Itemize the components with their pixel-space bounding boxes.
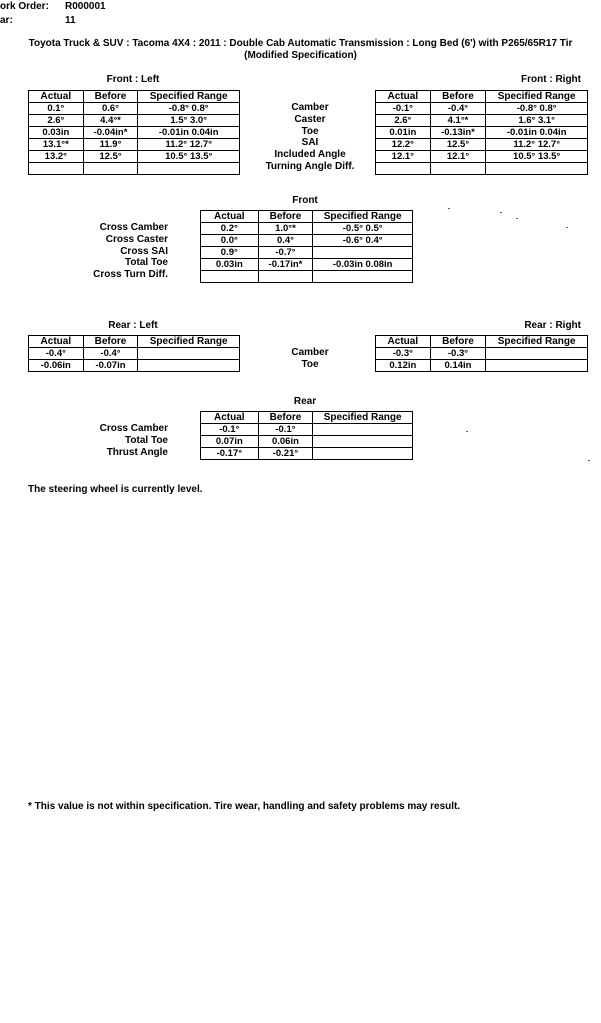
table-row — [29, 127, 240, 139]
col-before: Before — [83, 336, 138, 348]
measure-label: Cross Camber — [99, 222, 168, 233]
table-row — [29, 103, 240, 115]
spec-cell: 11.2° 12.7° — [486, 139, 588, 151]
front-right-table — [375, 90, 588, 175]
spec-cell — [138, 360, 240, 372]
spec-cell — [486, 348, 588, 360]
col-before: Before — [430, 91, 486, 103]
col-actual: Actual — [376, 336, 431, 348]
spec-cell — [313, 271, 413, 283]
scan-speck — [588, 460, 590, 461]
vehicle-description — [0, 38, 601, 62]
before-cell: 1.0°* — [258, 223, 313, 235]
spec-cell: 1.5° 3.0° — [138, 115, 240, 127]
actual-cell: 2.6° — [29, 115, 84, 127]
spec-cell: -0.01in 0.04in — [138, 127, 240, 139]
col-actual: Actual — [29, 336, 84, 348]
actual-cell: 0.0° — [201, 235, 259, 247]
col-spec: Specified Range — [313, 211, 413, 223]
measure-label: Thrust Angle — [106, 446, 168, 458]
before-cell: -0.1° — [258, 424, 313, 436]
vehicle-line: Toyota Truck & SUV : Tacoma 4X4 : 2011 : Double Cab Automatic Transmission : Long Bed (6') with P265/65R17 Tir — [28, 38, 573, 49]
before-cell: 11.9° — [83, 139, 138, 151]
before-cell: -0.3° — [430, 348, 486, 360]
table-row — [201, 448, 413, 460]
rear-right-header-row — [376, 336, 588, 348]
before-cell: 4.4°* — [83, 115, 138, 127]
spec-cell: -0.01in 0.04in — [486, 127, 588, 139]
rear-left-header-row — [29, 336, 240, 348]
col-spec: Specified Range — [313, 412, 413, 424]
actual-cell: 0.07in — [201, 436, 259, 448]
front-measure-labels — [245, 102, 375, 173]
actual-cell: 0.01in — [376, 127, 431, 139]
actual-cell: 0.03in — [201, 259, 259, 271]
table-row — [29, 139, 240, 151]
spec-cell — [313, 436, 413, 448]
front-left-table — [28, 90, 240, 175]
actual-cell — [376, 163, 431, 175]
table-row — [376, 115, 588, 127]
spec-cell — [486, 360, 588, 372]
table-row — [201, 235, 413, 247]
spec-cell: -0.8° 0.8° — [486, 103, 588, 115]
spec-cell — [313, 448, 413, 460]
spec-cell: -0.03in 0.08in — [313, 259, 413, 271]
col-before: Before — [83, 91, 138, 103]
rear-left-title: Rear : Left — [108, 320, 158, 331]
before-cell — [430, 163, 486, 175]
before-cell: -0.21° — [258, 448, 313, 460]
col-actual: Actual — [29, 91, 84, 103]
actual-cell: 2.6° — [376, 115, 431, 127]
rear-cross-header-row — [201, 412, 413, 424]
col-spec: Specified Range — [486, 336, 588, 348]
actual-cell: -0.17° — [201, 448, 259, 460]
actual-cell: 0.1° — [29, 103, 84, 115]
table-row — [201, 424, 413, 436]
table-row — [376, 348, 588, 360]
table-row — [376, 360, 588, 372]
before-cell: 0.06in — [258, 436, 313, 448]
table-row — [29, 151, 240, 163]
before-cell: 12.5° — [430, 139, 486, 151]
actual-cell: 0.9° — [201, 247, 259, 259]
front-right-title: Front : Right — [521, 74, 581, 85]
table-row — [376, 127, 588, 139]
measure-label: Cross Turn Diff. — [93, 269, 168, 281]
table-row — [29, 348, 240, 360]
rear-cross-table — [200, 411, 413, 460]
front-left-title: Front : Left — [106, 74, 160, 85]
spec-cell — [138, 348, 240, 360]
before-cell: -0.7° — [258, 247, 313, 259]
rear-measure-labels — [245, 347, 375, 371]
measure-label: Cross Camber — [99, 423, 168, 434]
actual-cell: 0.12in — [376, 360, 431, 372]
measure-label: Camber — [291, 347, 329, 358]
before-cell: -0.07in — [83, 360, 138, 372]
col-actual: Actual — [201, 211, 259, 223]
col-actual: Actual — [201, 412, 259, 424]
spec-cell — [138, 163, 240, 175]
before-cell — [258, 271, 313, 283]
steering-note: The steering wheel is currently level. — [28, 484, 203, 495]
scan-speck — [466, 431, 468, 432]
table-row — [376, 139, 588, 151]
before-cell: 0.14in — [430, 360, 486, 372]
work-order-label: ork Order: — [0, 1, 49, 12]
rear-left-table — [28, 335, 240, 372]
actual-cell: 13.1°* — [29, 139, 84, 151]
front-right-header-row — [376, 91, 588, 103]
spec-cell: 10.5° 13.5° — [486, 151, 588, 163]
col-before: Before — [430, 336, 486, 348]
table-row — [201, 259, 413, 271]
measure-label: SAI — [301, 137, 319, 149]
spec-cell — [313, 247, 413, 259]
measure-label: Camber — [291, 102, 329, 113]
col-before: Before — [258, 412, 313, 424]
year-label: ar: — [0, 15, 13, 26]
table-row — [29, 360, 240, 372]
measure-label: Total Toe — [125, 257, 168, 269]
vehicle-spec-note: (Modified Specification) — [244, 50, 357, 61]
rear-cross-labels — [60, 423, 168, 458]
footnote: * This value is not within specification. Tire wear, handling and safety problems may result. — [28, 801, 461, 812]
scan-speck — [448, 208, 450, 209]
actual-cell: -0.1° — [201, 424, 259, 436]
before-cell: -0.04in* — [83, 127, 138, 139]
col-before: Before — [258, 211, 313, 223]
before-cell: 0.6° — [83, 103, 138, 115]
measure-label: Cross SAI — [120, 245, 168, 257]
actual-cell: 12.1° — [376, 151, 431, 163]
table-row — [201, 436, 413, 448]
scan-speck — [516, 218, 518, 219]
actual-cell — [201, 271, 259, 283]
measure-label: Turning Angle Diff. — [265, 160, 355, 172]
spec-cell: 1.6° 3.1° — [486, 115, 588, 127]
actual-cell — [29, 163, 84, 175]
actual-cell: 0.2° — [201, 223, 259, 235]
spec-cell: -0.5° 0.5° — [313, 223, 413, 235]
rear-right-title: Rear : Right — [524, 320, 581, 331]
spec-cell: -0.8° 0.8° — [138, 103, 240, 115]
table-row — [29, 115, 240, 127]
before-cell: 12.1° — [430, 151, 486, 163]
actual-cell: 0.03in — [29, 127, 84, 139]
measure-label: Included Angle — [274, 149, 346, 161]
measure-label: Caster — [294, 113, 326, 125]
actual-cell: -0.4° — [29, 348, 84, 360]
actual-cell: -0.1° — [376, 103, 431, 115]
table-row — [376, 103, 588, 115]
rear-cross-title: Rear — [293, 396, 317, 407]
before-cell: -0.17in* — [258, 259, 313, 271]
table-row — [376, 163, 588, 175]
work-order-value: R000001 — [65, 1, 106, 12]
spec-cell — [486, 163, 588, 175]
before-cell: 4.1°* — [430, 115, 486, 127]
before-cell — [83, 163, 138, 175]
scan-speck — [500, 212, 502, 213]
before-cell: 0.4° — [258, 235, 313, 247]
rear-right-table — [375, 335, 588, 372]
spec-cell: -0.6° 0.4° — [313, 235, 413, 247]
spec-cell: 10.5° 13.5° — [138, 151, 240, 163]
front-cross-title: Front — [292, 195, 318, 206]
before-cell: -0.4° — [83, 348, 138, 360]
measure-label: Toe — [301, 125, 319, 137]
table-row — [29, 163, 240, 175]
spec-cell: 11.2° 12.7° — [138, 139, 240, 151]
before-cell: 12.5° — [83, 151, 138, 163]
front-left-header-row — [29, 91, 240, 103]
col-spec: Specified Range — [138, 91, 240, 103]
front-cross-header-row — [201, 211, 413, 223]
col-spec: Specified Range — [138, 336, 240, 348]
table-row — [376, 151, 588, 163]
actual-cell: 13.2° — [29, 151, 84, 163]
table-row — [201, 271, 413, 283]
before-cell: -0.4° — [430, 103, 486, 115]
before-cell: -0.13in* — [430, 127, 486, 139]
col-spec: Specified Range — [486, 91, 588, 103]
col-actual: Actual — [376, 91, 431, 103]
measure-label: Toe — [301, 358, 319, 370]
year-value: 11 — [65, 15, 76, 26]
front-cross-labels — [60, 222, 168, 281]
front-cross-table — [200, 210, 413, 283]
spec-cell — [313, 424, 413, 436]
table-row — [201, 223, 413, 235]
actual-cell: 12.2° — [376, 139, 431, 151]
measure-label: Cross Caster — [105, 233, 168, 245]
actual-cell: -0.3° — [376, 348, 431, 360]
table-row — [201, 247, 413, 259]
measure-label: Total Toe — [125, 434, 168, 446]
actual-cell: -0.06in — [29, 360, 84, 372]
scan-speck — [566, 227, 568, 228]
